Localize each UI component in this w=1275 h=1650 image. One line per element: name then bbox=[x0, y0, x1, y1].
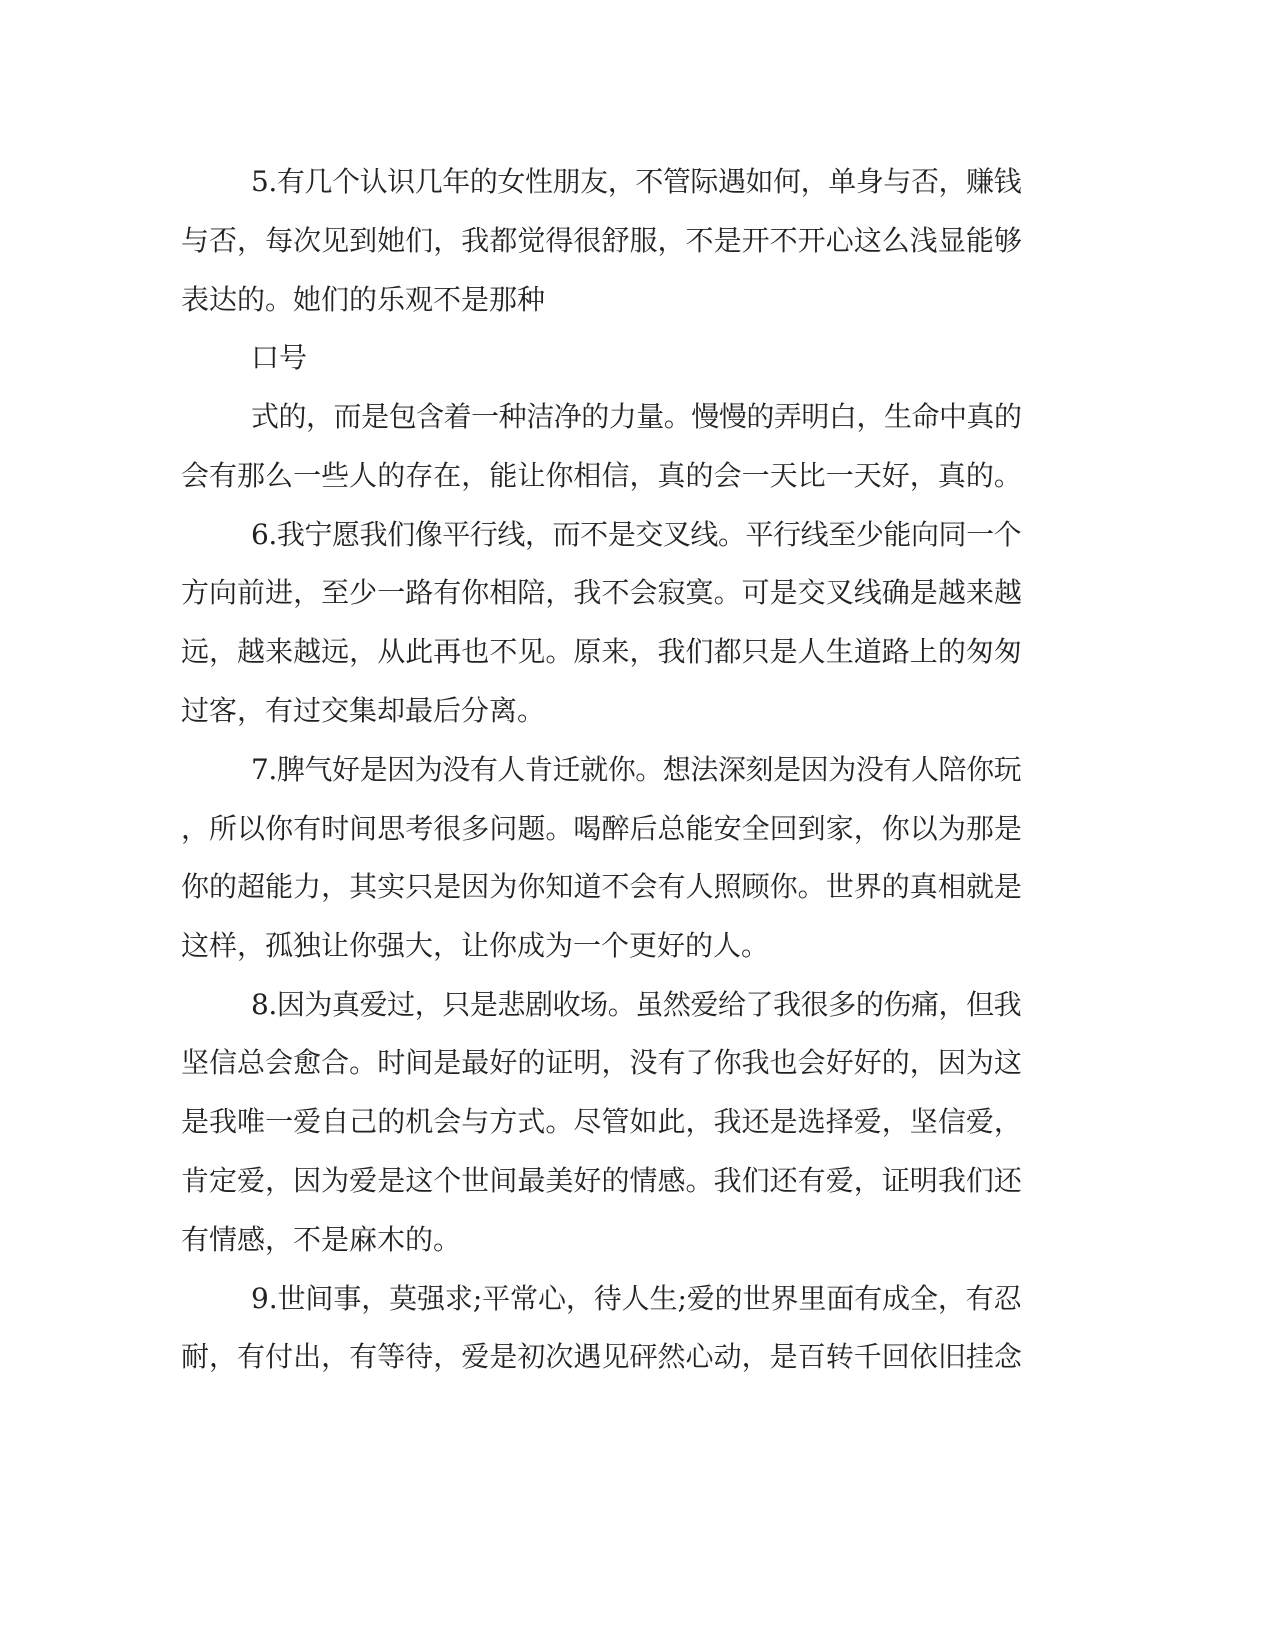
text-line: 远，越来越远，从此再也不见。原来，我们都只是人生道路上的匆匆 bbox=[181, 635, 1022, 668]
text-line: 过客，有过交集却最后分离。 bbox=[181, 694, 546, 727]
text-line: 坚信总会愈合。时间是最好的证明，没有了你我也会好好的，因为这 bbox=[181, 1046, 1022, 1079]
text-line: 7.脾气好是因为没有人肯迁就你。想法深刻是因为没有人陪你玩 bbox=[251, 753, 1022, 786]
text-line: 方向前进，至少一路有你相陪，我不会寂寞。可是交叉线确是越来越 bbox=[181, 576, 1022, 609]
text-line: 口号 bbox=[251, 341, 308, 374]
text-line: 你的超能力，其实只是因为你知道不会有人照顾你。世界的真相就是 bbox=[181, 870, 1022, 903]
text-line: 有情感，不是麻木的。 bbox=[181, 1223, 462, 1256]
text-line: 式的，而是包含着一种洁净的力量。慢慢的弄明白，生命中真的 bbox=[251, 400, 1022, 433]
text-line: 8.因为真爱过，只是悲剧收场。虽然爱给了我很多的伤痛，但我 bbox=[251, 988, 1022, 1021]
text-line: 肯定爱，因为爱是这个世间最美好的情感。我们还有爱，证明我们还 bbox=[181, 1164, 1022, 1197]
text-line: 9.世间事，莫强求;平常心，待人生;爱的世界里面有成全，有忍 bbox=[251, 1282, 1022, 1315]
text-line: 这样，孤独让你强大，让你成为一个更好的人。 bbox=[181, 929, 770, 962]
text-line: 6.我宁愿我们像平行线，而不是交叉线。平行线至少能向同一个 bbox=[251, 518, 1022, 551]
text-line: 是我唯一爱自己的机会与方式。尽管如此，我还是选择爱，坚信爱， bbox=[181, 1105, 1022, 1138]
text-line: 与否，每次见到她们，我都觉得很舒服，不是开不开心这么浅显能够 bbox=[181, 224, 1022, 257]
text-line: 表达的。她们的乐观不是那种 bbox=[181, 283, 546, 316]
text-line: 会有那么一些人的存在，能让你相信，真的会一天比一天好，真的。 bbox=[181, 459, 1022, 492]
text-line: 耐，有付出，有等待，爱是初次遇见砰然心动，是百转千回依旧挂念 bbox=[181, 1340, 1022, 1373]
text-line: ，所以你有时间思考很多问题。喝醉后总能安全回到家，你以为那是 bbox=[181, 812, 1022, 845]
text-line: 5.有几个认识几年的女性朋友，不管际遇如何，单身与否，赚钱 bbox=[251, 165, 1022, 198]
